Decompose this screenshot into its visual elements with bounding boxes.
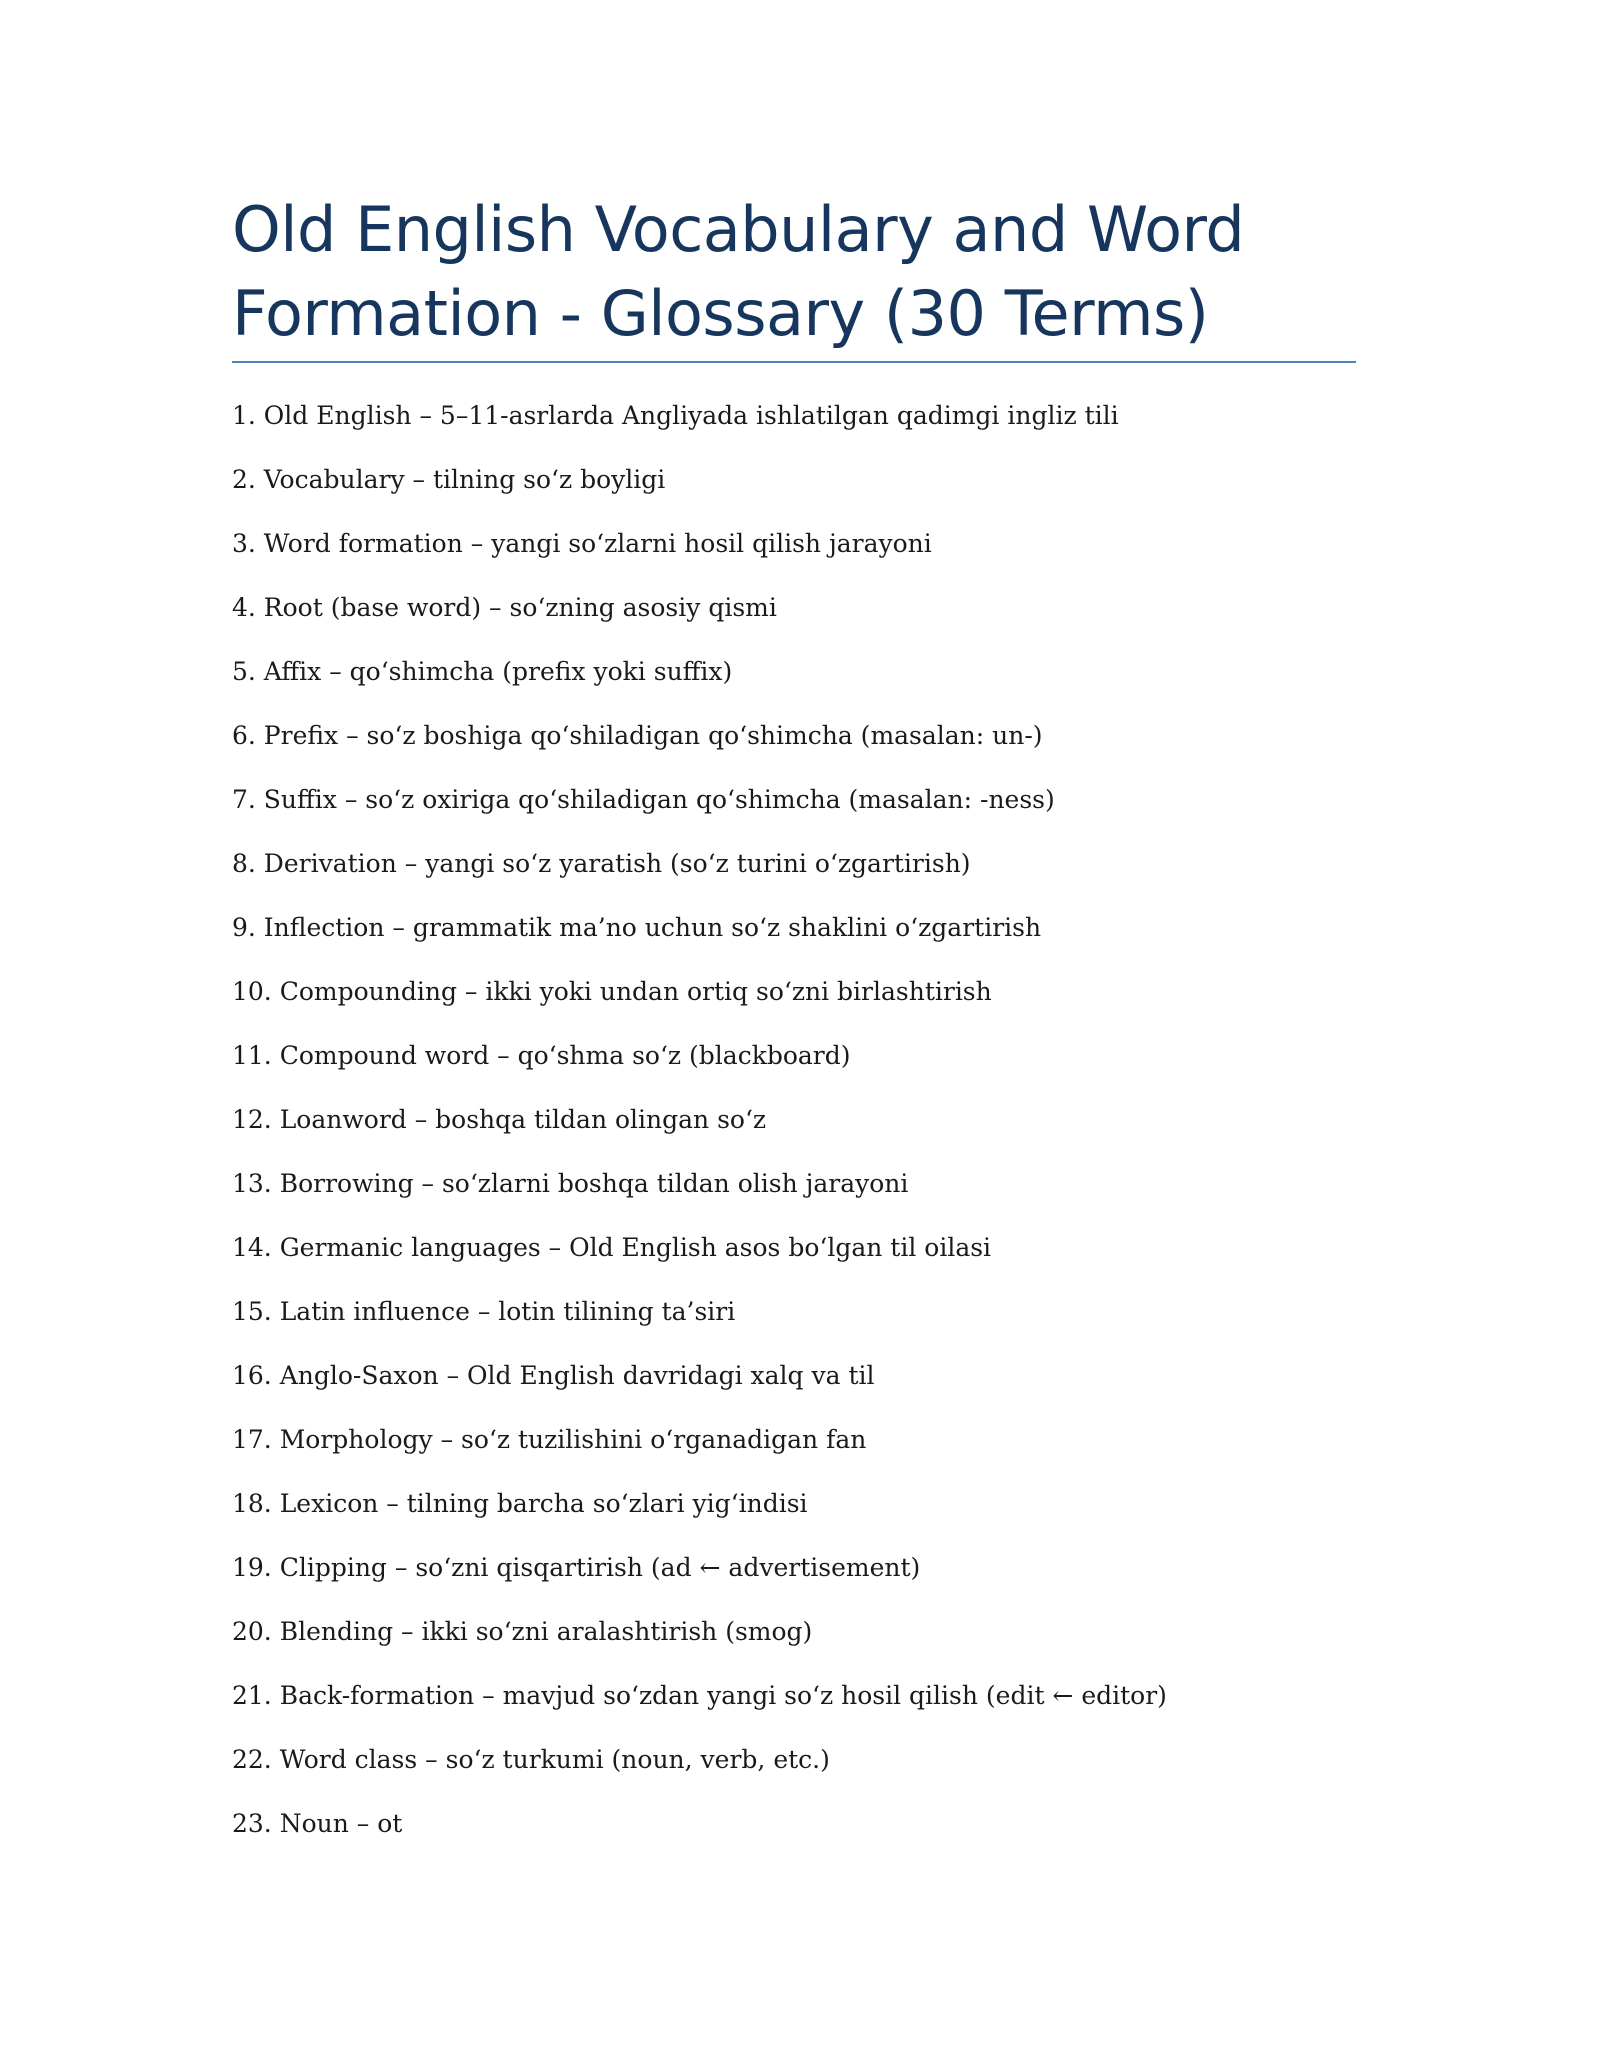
glossary-term: 13. Borrowing – so‘zlarni boshqa tildan olish jarayoni	[232, 1169, 909, 1198]
glossary-term: 10. Compounding – ikki yoki undan ortiq so‘zni birlashtirish	[232, 977, 992, 1006]
glossary-term: 14. Germanic languages – Old English asos bo‘lgan til oilasi	[232, 1233, 992, 1262]
glossary-term: 17. Morphology – so‘z tuzilishini o‘rganadigan fan	[232, 1425, 867, 1454]
document-title: Old English Vocabulary and Word Formation - Glossary (30 Terms)	[232, 193, 1245, 350]
glossary-term: 5. Affix – qo‘shimcha (prefix yoki suffix)	[232, 657, 733, 686]
glossary-term: 4. Root (base word) – so‘zning asosiy qismi	[232, 593, 777, 622]
glossary-term: 22. Word class – so‘z turkumi (noun, verb, etc.)	[232, 1745, 830, 1774]
glossary-term: 6. Prefix – so‘z boshiga qo‘shiladigan qo‘shimcha (masalan: un-)	[232, 721, 1043, 750]
glossary-term: 15. Latin influence – lotin tilining ta’siri	[232, 1297, 736, 1326]
glossary-term: 8. Derivation – yangi so‘z yaratish (so‘z turini o‘zgartirish)	[232, 849, 971, 878]
glossary-term: 11. Compound word – qo‘shma so‘z (blackboard)	[232, 1041, 851, 1070]
glossary-term: 9. Inflection – grammatik ma’no uchun so‘z shaklini o‘zgartirish	[232, 913, 1042, 942]
glossary-term: 20. Blending – ikki so‘zni aralashtirish (smog)	[232, 1617, 813, 1646]
glossary-term: 1. Old English – 5–11-asrlarda Angliyada ishlatilgan qadimgi ingliz tili	[232, 401, 1119, 430]
glossary-term: 19. Clipping – so‘zni qisqartirish (ad ← advertisement)	[232, 1553, 921, 1582]
glossary-term: 12. Loanword – boshqa tildan olingan so‘z	[232, 1105, 767, 1134]
glossary-list	[232, 400, 1356, 1872]
glossary-term: 2. Vocabulary – tilning so‘z boyligi	[232, 465, 666, 494]
glossary-term: 3. Word formation – yangi so‘zlarni hosil qilish jarayoni	[232, 529, 932, 558]
glossary-term: 7. Suffix – so‘z oxiriga qo‘shiladigan qo‘shimcha (masalan: -ness)	[232, 785, 1055, 814]
glossary-term: 18. Lexicon – tilning barcha so‘zlari yig‘indisi	[232, 1489, 808, 1518]
glossary-term: 16. Anglo-Saxon – Old English davridagi xalq va til	[232, 1361, 875, 1390]
glossary-term: 21. Back-formation – mavjud so‘zdan yangi so‘z hosil qilish (edit ← editor)	[232, 1681, 1167, 1710]
title-underline	[232, 361, 1356, 363]
glossary-term: 23. Noun – ot	[232, 1809, 403, 1838]
